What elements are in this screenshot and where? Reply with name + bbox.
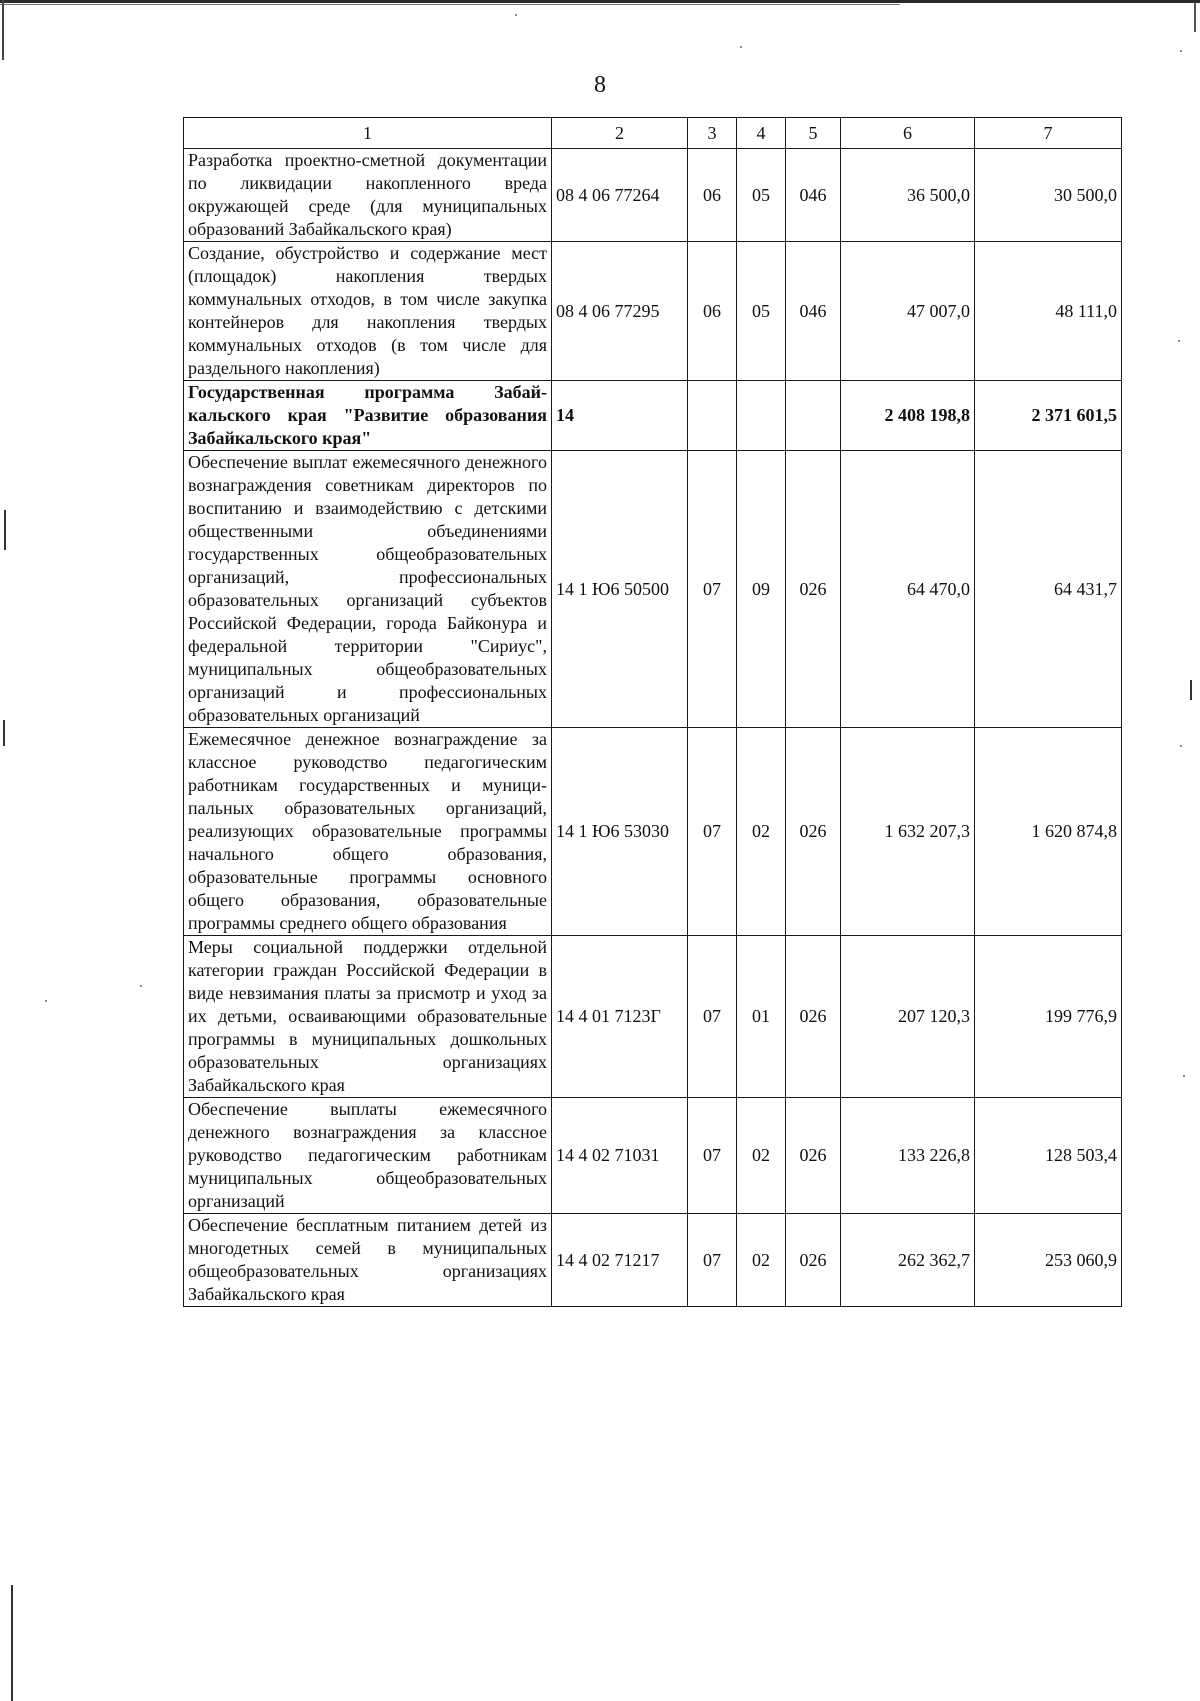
page-number: 8	[594, 72, 606, 98]
row-subsection: 02	[737, 1214, 786, 1307]
row-expense-type	[786, 381, 841, 451]
row-amount-6: 47 007,0	[841, 242, 975, 381]
table-header-row	[184, 118, 1122, 149]
scan-edge-top	[0, 0, 1200, 3]
column-header: 5	[786, 118, 841, 149]
row-code: 14	[552, 381, 688, 451]
row-description: Обеспечение выплат ежемесячного денежного вознаграждения советникам директоров по воспитанию и взаимодействию с детскими общественными объединениями государственных общеобразовательных организаций, профессиональных образовательных организаций субъектов Российской Федерации, города Байконура и федеральной территории "Сириус", муниципальных общеобразовательных организаций и профессиональных образовательных организаций	[184, 451, 552, 728]
row-amount-6: 207 120,3	[841, 936, 975, 1098]
row-amount-7: 64 431,7	[975, 451, 1122, 728]
scan-margin-mark	[4, 510, 6, 550]
scan-speck	[45, 1000, 47, 1002]
row-subsection: 02	[737, 1098, 786, 1214]
scan-margin-mark	[11, 1585, 13, 1701]
row-section	[688, 381, 737, 451]
table-row	[184, 728, 1122, 936]
row-code: 08 4 06 77264	[552, 149, 688, 242]
table-row	[184, 936, 1122, 1098]
scan-speck	[1180, 50, 1182, 52]
row-subsection: 05	[737, 149, 786, 242]
table-row	[184, 451, 1122, 728]
row-amount-7: 48 111,0	[975, 242, 1122, 381]
row-amount-6: 1 632 207,3	[841, 728, 975, 936]
row-amount-6: 36 500,0	[841, 149, 975, 242]
row-section: 07	[688, 1214, 737, 1307]
table-row	[184, 1098, 1122, 1214]
row-section: 07	[688, 728, 737, 936]
row-subsection	[737, 381, 786, 451]
budget-table	[183, 117, 1122, 1307]
row-code: 14 1 Ю6 53030	[552, 728, 688, 936]
table-row	[184, 1214, 1122, 1307]
scan-margin-mark	[1190, 680, 1192, 700]
row-expense-type: 026	[786, 936, 841, 1098]
row-section: 07	[688, 936, 737, 1098]
scan-edge-line	[0, 4, 900, 5]
column-header: 2	[552, 118, 688, 149]
column-header: 6	[841, 118, 975, 149]
row-code: 14 4 02 71217	[552, 1214, 688, 1307]
row-description: Обеспечение выплаты ежемесячного денежного вознаграждения за классное руководство педагогическим работникам муниципальных общеобразовательных организаций	[184, 1098, 552, 1214]
table-row	[184, 242, 1122, 381]
row-description: Государственная программа Забайкальского края "Развитие образования Забайкальского края"	[184, 381, 552, 451]
row-section: 06	[688, 242, 737, 381]
scan-speck	[740, 46, 742, 48]
row-description: Меры социальной поддержки отдельной категории граждан Российской Федерации в виде невзимания платы за присмотр и уход за их детьми, осваивающими образовательные программы в муниципальных дошкольных образовательных организациях Забайкальского края	[184, 936, 552, 1098]
scan-edge-left	[2, 0, 4, 60]
row-subsection: 05	[737, 242, 786, 381]
row-code: 14 1 Ю6 50500	[552, 451, 688, 728]
row-section: 06	[688, 149, 737, 242]
scan-speck	[140, 985, 142, 987]
row-amount-7: 253 060,9	[975, 1214, 1122, 1307]
row-amount-6: 262 362,7	[841, 1214, 975, 1307]
row-subsection: 02	[737, 728, 786, 936]
row-subsection: 09	[737, 451, 786, 728]
row-description: Создание, обустройство и содержание мест (площадок) накопления твердых коммунальных отходов, в том числе закупка контейнеров для накопления твердых коммунальных отходов (в том числе для раздельного накопления)	[184, 242, 552, 381]
row-expense-type: 026	[786, 1214, 841, 1307]
row-amount-7: 128 503,4	[975, 1098, 1122, 1214]
row-description: Разработка проектно-сметной документации по ликвидации накопленного вреда окружающей среде (для муниципальных образований Забайкальского края)	[184, 149, 552, 242]
row-amount-6: 2 408 198,8	[841, 381, 975, 451]
row-section: 07	[688, 451, 737, 728]
row-amount-7: 2 371 601,5	[975, 381, 1122, 451]
row-description: Ежемесячное денежное вознаграждение за классное руководство педагогическим работникам государственных и муниципальных образовательных организаций, реализующих образовательные программы начального общего образования, образовательные программы основного общего образования, образовательные программы среднего общего образования	[184, 728, 552, 936]
column-header: 3	[688, 118, 737, 149]
column-header: 4	[737, 118, 786, 149]
row-expense-type: 046	[786, 242, 841, 381]
table-row-program	[184, 381, 1122, 451]
row-expense-type: 026	[786, 728, 841, 936]
column-header: 1	[184, 118, 552, 149]
scan-speck	[1180, 745, 1182, 747]
row-amount-7: 199 776,9	[975, 936, 1122, 1098]
row-expense-type: 026	[786, 451, 841, 728]
row-code: 08 4 06 77295	[552, 242, 688, 381]
row-amount-6: 64 470,0	[841, 451, 975, 728]
row-description: Обеспечение бесплатным питанием детей из многодетных семей в муниципальных общеобразовательных организациях Забайкальского края	[184, 1214, 552, 1307]
column-header: 7	[975, 118, 1122, 149]
row-amount-6: 133 226,8	[841, 1098, 975, 1214]
row-amount-7: 30 500,0	[975, 149, 1122, 242]
row-amount-7: 1 620 874,8	[975, 728, 1122, 936]
scan-margin-mark	[3, 720, 5, 746]
table-row	[184, 149, 1122, 242]
scan-edge-right	[1194, 2, 1196, 32]
scan-speck	[1183, 1075, 1185, 1077]
row-expense-type: 046	[786, 149, 841, 242]
row-code: 14 4 02 71031	[552, 1098, 688, 1214]
scan-speck	[515, 14, 517, 16]
row-expense-type: 026	[786, 1098, 841, 1214]
row-code: 14 4 01 7123Г	[552, 936, 688, 1098]
row-section: 07	[688, 1098, 737, 1214]
scan-speck	[1178, 340, 1180, 342]
row-subsection: 01	[737, 936, 786, 1098]
